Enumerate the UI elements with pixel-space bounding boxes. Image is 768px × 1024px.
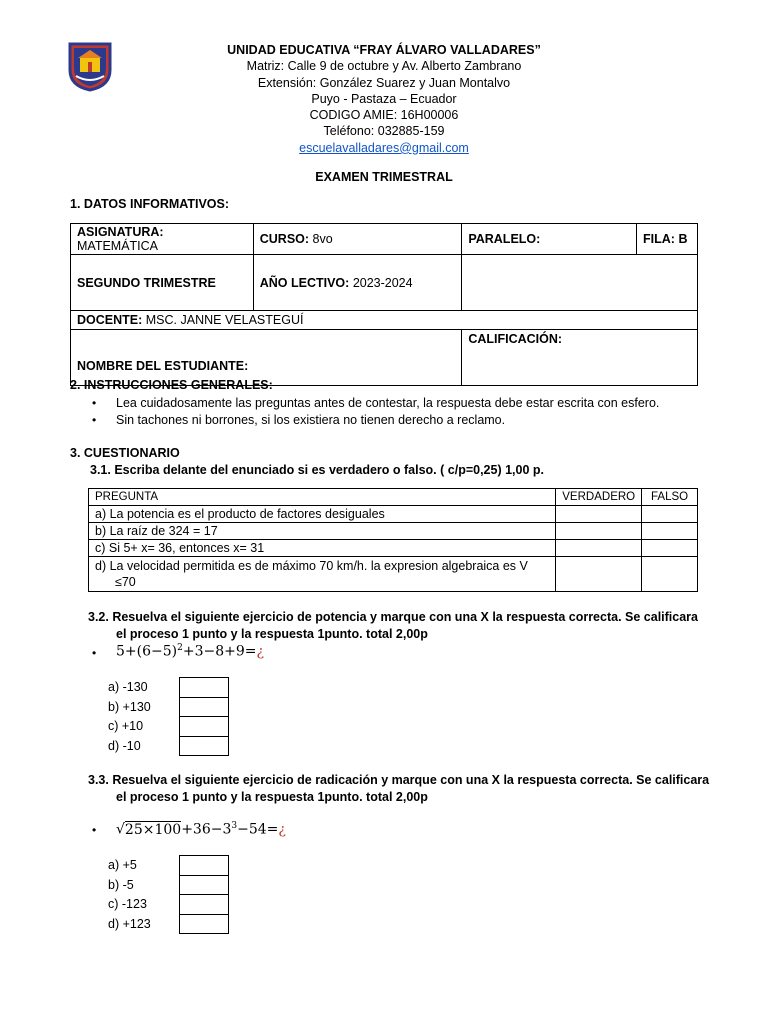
school-header bbox=[150, 42, 618, 156]
answer-falso-c[interactable] bbox=[642, 540, 698, 557]
q33-formula: $√25\times 100+36-3^3-54=¿$ bbox=[116, 821, 286, 838]
q32-option-a: a) -130 bbox=[108, 680, 148, 694]
header-falso: FALSO bbox=[642, 489, 698, 506]
q33-answer-box-b[interactable] bbox=[179, 875, 229, 896]
q33-answer-box-d[interactable] bbox=[179, 914, 229, 935]
section3-title: 3. CUESTIONARIO bbox=[70, 446, 180, 460]
trimestre-cell: SEGUNDO TRIMESTRE bbox=[71, 255, 254, 311]
answer-verdadero-a[interactable] bbox=[556, 506, 642, 523]
paralelo-value-cell[interactable] bbox=[462, 255, 698, 311]
q32-title-line1: 3.2. Resuelva el siguiente ejercicio de potencia y marque con una X la respuesta correcta. Se calificara bbox=[88, 610, 698, 624]
q33-answer-box-a[interactable] bbox=[179, 855, 229, 876]
q33-answer-boxes bbox=[179, 856, 229, 934]
q33-title-line1: 3.3. Resuelva el siguiente ejercicio de radicación y marque con una X la respuesta correcta. Se calificara bbox=[88, 773, 710, 787]
true-false-table bbox=[88, 488, 698, 592]
q31-title: 3.1. Escriba delante del enunciado si es verdadero o falso. ( c/p=0,25) 1,00 p. bbox=[90, 463, 544, 477]
school-codigo: CODIGO AMIE: 16H00006 bbox=[309, 108, 459, 123]
q33-option-a: a) +5 bbox=[108, 858, 137, 872]
answer-verdadero-b[interactable] bbox=[556, 523, 642, 540]
q33-option-c: c) -123 bbox=[108, 897, 147, 912]
q32-answer-box-d[interactable] bbox=[179, 736, 229, 757]
answer-verdadero-c[interactable] bbox=[556, 540, 642, 557]
bullet-icon: • bbox=[92, 823, 97, 837]
q32-options bbox=[108, 678, 151, 756]
section2-title: 2. INSTRUCCIONES GENERALES: bbox=[70, 378, 273, 392]
curso-cell: CURSO: 8vo bbox=[253, 224, 462, 255]
question-c: c) Si 5+ x= 36, entonces x= 31 bbox=[89, 540, 556, 557]
header-verdadero: VERDADERO bbox=[556, 489, 642, 506]
header-pregunta: PREGUNTA bbox=[89, 489, 556, 506]
school-logo bbox=[66, 40, 114, 92]
table-row bbox=[89, 523, 698, 540]
q32-option-c: c) +10 bbox=[108, 719, 144, 734]
q33-answer-box-c[interactable] bbox=[179, 894, 229, 915]
q33-option-d: d) +123 bbox=[108, 916, 151, 931]
question-a: a) La potencia es el producto de factores desiguales bbox=[89, 506, 556, 523]
table-row bbox=[89, 506, 698, 523]
calificacion-cell[interactable]: CALIFICACIÓN: bbox=[462, 330, 698, 386]
q33-option-b: b) -5 bbox=[108, 877, 134, 892]
bullet-icon: • bbox=[92, 413, 97, 427]
bullet-icon: • bbox=[92, 396, 97, 410]
docente-cell: DOCENTE: MSC. JANNE VELASTEGUÍ bbox=[71, 311, 698, 330]
instruction-1: Lea cuidadosamente las preguntas antes de contestar, la respuesta debe estar escrita con esfero. bbox=[116, 396, 660, 410]
q32-title-line2: el proceso 1 punto y la respuesta 1punto. total 2,00p bbox=[116, 627, 428, 641]
info-table bbox=[70, 223, 698, 386]
exam-title: EXAMEN TRIMESTRAL bbox=[315, 170, 453, 184]
q32-option-b: b) +130 bbox=[108, 699, 151, 714]
instruction-2: Sin tachones ni borrones, si los existiera no tienen derecho a reclamo. bbox=[116, 413, 506, 427]
nombre-estudiante-cell[interactable]: NOMBRE DEL ESTUDIANTE: bbox=[71, 330, 462, 386]
q32-answer-box-b[interactable] bbox=[179, 697, 229, 718]
answer-falso-b[interactable] bbox=[642, 523, 698, 540]
anio-cell: AÑO LECTIVO: 2023-2024 bbox=[253, 255, 462, 311]
school-telefono: Teléfono: 032885-159 bbox=[323, 124, 445, 139]
q32-answer-box-c[interactable] bbox=[179, 716, 229, 737]
answer-falso-d[interactable] bbox=[642, 557, 698, 592]
answer-verdadero-d[interactable] bbox=[556, 557, 642, 592]
q32-formula: $5+(6-5)^2+3-8+9=¿$ bbox=[116, 643, 265, 660]
school-extension: Extensión: González Suarez y Juan Montalvo bbox=[257, 75, 511, 90]
bullet-icon: • bbox=[92, 646, 97, 660]
fila-cell: FILA: B bbox=[637, 224, 698, 255]
question-b: b) La raíz de 324 = 17 bbox=[89, 523, 556, 540]
answer-falso-a[interactable] bbox=[642, 506, 698, 523]
section1-title: 1. DATOS INFORMATIVOS: bbox=[70, 197, 230, 211]
table-row bbox=[89, 540, 698, 557]
q32-answer-boxes bbox=[179, 678, 229, 756]
paralelo-cell: PARALELO: bbox=[462, 224, 637, 255]
q33-options bbox=[108, 856, 151, 934]
school-name: UNIDAD EDUCATIVA “FRAY ÁLVARO VALLADARES” bbox=[227, 43, 541, 57]
school-matriz: Matriz: Calle 9 de octubre y Av. Alberto Zambrano bbox=[246, 59, 522, 74]
school-email-link[interactable]: escuelavalladares@gmail.com bbox=[299, 140, 469, 155]
asignatura-cell: ASIGNATURA: MATEMÁTICA bbox=[71, 224, 254, 255]
table-row bbox=[89, 557, 698, 592]
q33-title-line2: el proceso 1 punto y la respuesta 1punto. total 2,00p bbox=[116, 790, 428, 804]
q32-answer-box-a[interactable] bbox=[179, 677, 229, 698]
question-d: d) La velocidad permitida es de máximo 70 km/h. la expresion algebraica es V ≤70 bbox=[89, 557, 556, 592]
q32-option-d: d) -10 bbox=[108, 738, 141, 753]
school-location: Puyo - Pastaza – Ecuador bbox=[311, 91, 457, 106]
